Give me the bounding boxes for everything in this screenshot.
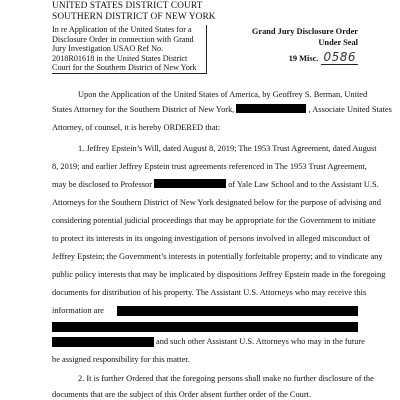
p2-line5: considering potential judicial proceedings that may be appropriate for the Government to initiate: [52, 216, 376, 225]
p3-line1: 2. It is further Ordered that the foregoing persons shall make no further disclosure of the: [78, 374, 374, 383]
misc-label: 19 Misc.: [288, 54, 319, 63]
misc-docket: [289, 50, 358, 65]
p1-line2b: , Associate United States: [308, 105, 392, 114]
redaction-box: [236, 104, 306, 113]
p2-line7: Jeffrey Epstein; the Government’s interests in potentially forfeitable property; and to vindicate any: [52, 252, 383, 261]
redaction-box: [52, 322, 358, 332]
p2-line9: documents for distribution of his property. The Assistant U.S. Attorneys who may receive this: [52, 288, 367, 297]
court-district: SOUTHERN DISTRICT OF NEW YORK: [52, 11, 216, 22]
order-title: [228, 27, 358, 48]
case-caption: In re Application of the United States for a Disclosure Order in connection with Grand Jury Investigation USAO Ref No. 2018R01618 in the United States District Court for the Southern District of New York: [52, 25, 207, 74]
order-title-line1: Grand Jury Disclosure Order: [251, 27, 358, 36]
p2-line13: be assigned responsibility for this matter.: [52, 355, 190, 364]
p2-line6: to protect its interests in its ongoing investigation of persons involved in alleged misconduct of: [52, 234, 371, 243]
court-heading: [52, 1, 216, 22]
p2-line3: [52, 179, 379, 190]
p2-line10: information are: [52, 306, 104, 315]
order-title-line2: Under Seal: [318, 37, 358, 47]
p2-line8: public policy interests that may be implicated by dispositions Jeffrey Epstein made in the foregoing: [52, 270, 386, 279]
p2-line3b: of Yale Law School and to the Assistant U.S.: [228, 180, 379, 189]
p1-line3: Attorney, of counsel, it is hereby ORDERED that:: [52, 123, 221, 132]
p2-line4: Attorneys for the Southern District of New York designated below for the purpose of advising and: [52, 198, 381, 207]
redaction-box: [117, 306, 358, 316]
p1-line2: [52, 104, 392, 115]
p2-line2: 8, 2019; and earlier Jeffrey Epstein trust agreements referenced in The 1953 Trust Agreement,: [52, 162, 367, 171]
redaction-box: [154, 179, 226, 188]
p1-line1: Upon the Application of the United States of America, by Geoffrey S. Berman, United: [78, 90, 368, 99]
court-name: UNITED STATES DISTRICT COURT: [52, 1, 203, 11]
misc-number-handwritten: 0586: [323, 50, 356, 64]
p1-line2a: States Attorney for the Southern District of New York,: [52, 105, 235, 114]
p2-line12: and such other Assistant U.S. Attorneys who may in the future: [156, 337, 365, 346]
redaction-box: [52, 337, 154, 347]
p2-line1: 1. Jeffrey Epstein’s Will, dated August 8, 2019; The 1953 Trust Agreement, dated August: [78, 144, 377, 153]
p2-line3a: may be disclosed to Professor: [52, 180, 153, 189]
p3-line2: documents that are the subject of this Order absent further order of the Court.: [52, 390, 312, 399]
